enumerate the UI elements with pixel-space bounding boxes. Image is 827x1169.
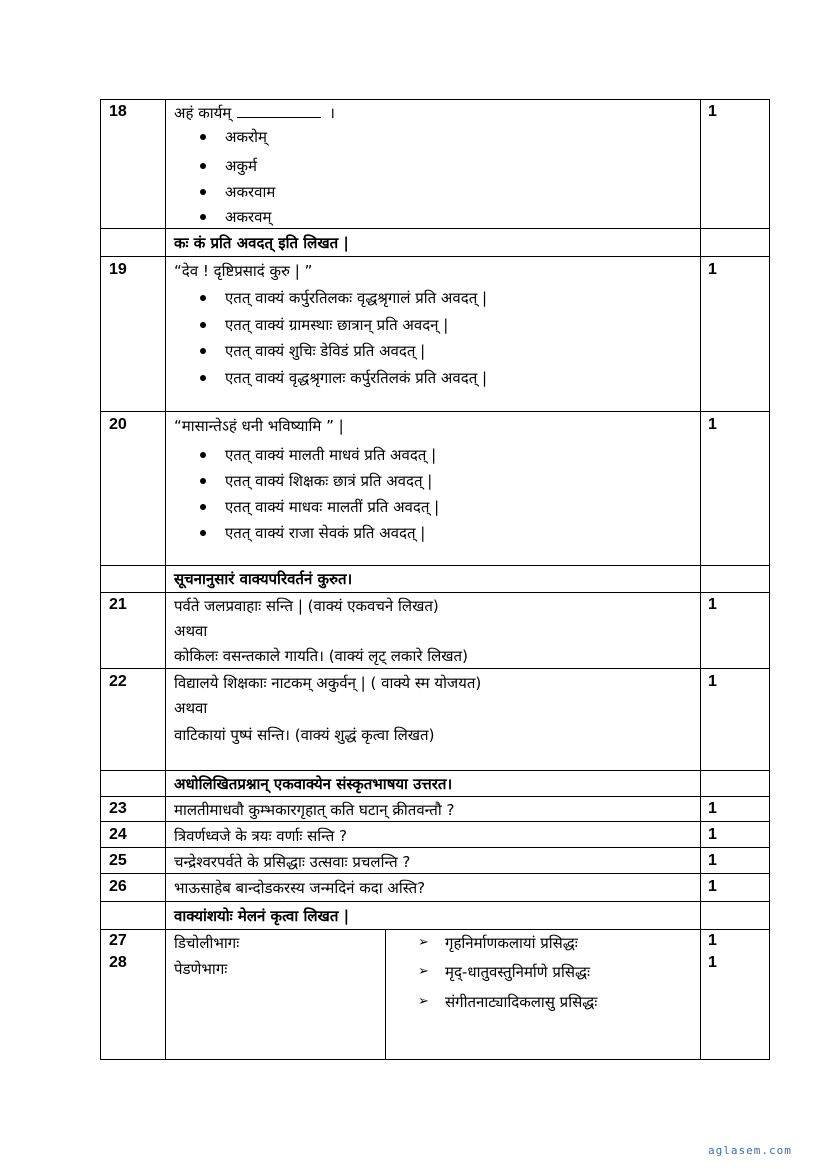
- bullet-icon: [200, 189, 206, 195]
- arrow-bullet-icon: ➢: [418, 935, 429, 950]
- q20-option-4: एतत् वाक्यं राजा सेवकं प्रति अवदत् |: [225, 524, 426, 542]
- q18-number: 18: [109, 103, 127, 120]
- bullet-icon: [200, 530, 206, 536]
- section-4-heading: वाक्यांशयोः मेलनं कृत्वा लिखत |: [174, 907, 350, 925]
- q18-question: [174, 104, 335, 122]
- q26-text: भाऊसाहेब बान्दोडकरस्य जन्मदिनं कदा अस्ति?: [174, 879, 426, 897]
- q26-marks: 1: [708, 878, 717, 895]
- q21-line-1: पर्वते जलप्रवाहाः सन्ति | (वाक्यं एकवचने लिखत): [174, 597, 439, 615]
- q19-option-2: एतत् वाक्यं ग्रामस्थाः छात्रान् प्रति अवदन् |: [225, 316, 449, 334]
- q18-option-3: अकरवाम: [225, 183, 276, 201]
- bullet-icon: [200, 322, 206, 328]
- q27-marks: 1: [708, 932, 717, 949]
- bullet-icon: [200, 375, 206, 381]
- q19-number-cell: [100, 257, 166, 412]
- q18-option-1: अकरोम्: [225, 128, 267, 146]
- q18-marks: 1: [708, 103, 717, 120]
- section-3-heading: अधोलिखितप्रश्नान् एकवाक्येन संस्कृतभाषया उत्तरत।: [174, 775, 453, 793]
- q21-marks: 1: [708, 596, 717, 613]
- q28-marks: 1: [708, 954, 717, 971]
- arrow-bullet-icon: ➢: [418, 994, 429, 1009]
- q18-question-before: अहं कार्यम्: [174, 104, 232, 122]
- q19-option-3: एतत् वाक्यं शुचिः डेविडं प्रति अवदत् |: [225, 342, 426, 360]
- q23-marks: 1: [708, 800, 717, 817]
- q20-option-2: एतत् वाक्यं शिक्षकः छात्रं प्रति अवदत् |: [225, 472, 433, 490]
- q19-marks: 1: [708, 261, 717, 278]
- q22-or: अथवा: [174, 699, 208, 717]
- section-4-blank-cell: [100, 902, 166, 930]
- q18-option-4: अकरवम्: [225, 208, 272, 226]
- section-1-marks-cell: [701, 229, 770, 257]
- q22-marks: 1: [708, 673, 717, 690]
- section-3-marks-cell: [701, 771, 770, 797]
- q19-question-cell: [166, 257, 701, 412]
- bullet-icon: [200, 163, 206, 169]
- q28-number: 28: [109, 954, 127, 971]
- q27-number: 27: [109, 932, 127, 949]
- match-left-item-1: डिचोलीभागः: [174, 934, 240, 952]
- arrow-bullet-icon: ➢: [418, 964, 429, 979]
- q20-number: 20: [109, 416, 127, 433]
- bullet-icon: [200, 504, 206, 510]
- section-2-marks-cell: [701, 566, 770, 593]
- bullet-icon: [200, 295, 206, 301]
- source-watermark: aglasem.com: [708, 1144, 792, 1157]
- q22-line-2: वाटिकायां पुष्पं सन्ति। (वाक्यं शुद्धं कृत्वा लिखत): [174, 726, 435, 744]
- q20-marks: 1: [708, 416, 717, 433]
- match-right-item-1: गृहनिर्माणकलायां प्रसिद्धः: [445, 934, 578, 952]
- answer-blank: [237, 105, 321, 118]
- q20-marks-cell: [701, 412, 770, 566]
- q19-marks-cell: [701, 257, 770, 412]
- bullet-icon: [200, 478, 206, 484]
- bullet-icon: [200, 348, 206, 354]
- bullet-icon: [200, 134, 206, 140]
- section-1-blank-cell: [100, 229, 166, 257]
- q21-line-2: कोकिलः वसन्तकाले गायति। (वाक्यं लृट् लकारे लिखत): [174, 647, 468, 665]
- q20-number-cell: [100, 412, 166, 566]
- match-right-item-2: मृद्-धातुवस्तुनिर्माणे प्रसिद्धः: [445, 963, 590, 981]
- q20-option-1: एतत् वाक्यं मालती माधवं प्रति अवदत् |: [225, 446, 437, 464]
- bullet-icon: [200, 452, 206, 458]
- q24-marks: 1: [708, 826, 717, 843]
- section-4-marks-cell: [701, 902, 770, 930]
- match-left-item-2: पेडणेभागः: [174, 960, 228, 978]
- q19-quote: “देव ! दृष्टिप्रसादं कुरु | ”: [174, 262, 313, 280]
- q26-number: 26: [109, 878, 127, 895]
- q21-or: अथवा: [174, 622, 208, 640]
- q23-number: 23: [109, 800, 127, 817]
- q22-line-1: विद्यालये शिक्षकाः नाटकम् अकुर्वन् | ( वाक्ये स्म योजयत): [174, 674, 482, 692]
- q22-number: 22: [109, 673, 127, 690]
- q18-question-after: ।: [329, 104, 335, 122]
- match-right-item-3: संगीतनाट्यादिकलासु प्रसिद्धः: [445, 993, 598, 1011]
- section-2-heading: सूचनानुसारं वाक्यपरिवर्तनं कुरुत।: [174, 570, 353, 588]
- q20-quote: “मासान्तेऽहं धनी भविष्यामि ” |: [174, 417, 344, 435]
- q24-number: 24: [109, 826, 127, 843]
- q21-number: 21: [109, 596, 127, 613]
- q19-option-4: एतत् वाक्यं वृद्धश्रृगालः कर्पुरतिलकं प्रति अवदत् |: [225, 369, 488, 387]
- q23-text: मालतीमाधवौ कुम्भकारगृहात् कति घटान् क्रीतवन्तौ ?: [174, 801, 455, 819]
- q25-marks: 1: [708, 852, 717, 869]
- q19-number: 19: [109, 261, 127, 278]
- q25-number: 25: [109, 852, 127, 869]
- section-2-blank-cell: [100, 566, 166, 593]
- q24-text: त्रिवर्णध्वजे के त्रयः वर्णाः सन्ति ?: [174, 827, 348, 845]
- bullet-icon: [200, 214, 206, 220]
- section-3-blank-cell: [100, 771, 166, 797]
- q19-option-1: एतत् वाक्यं कर्पुरतिलकः वृद्धश्रृगालं प्रति अवदत् |: [225, 289, 488, 307]
- q20-option-3: एतत् वाक्यं माधवः मालतीं प्रति अवदत् |: [225, 498, 440, 516]
- q25-text: चन्द्रेश्वरपर्वते के प्रसिद्धाः उत्सवाः प्रचलन्ति ?: [174, 853, 411, 871]
- section-1-heading: कः कं प्रति अवदत् इति लिखत |: [174, 234, 349, 252]
- q18-option-2: अकुर्म: [225, 157, 257, 175]
